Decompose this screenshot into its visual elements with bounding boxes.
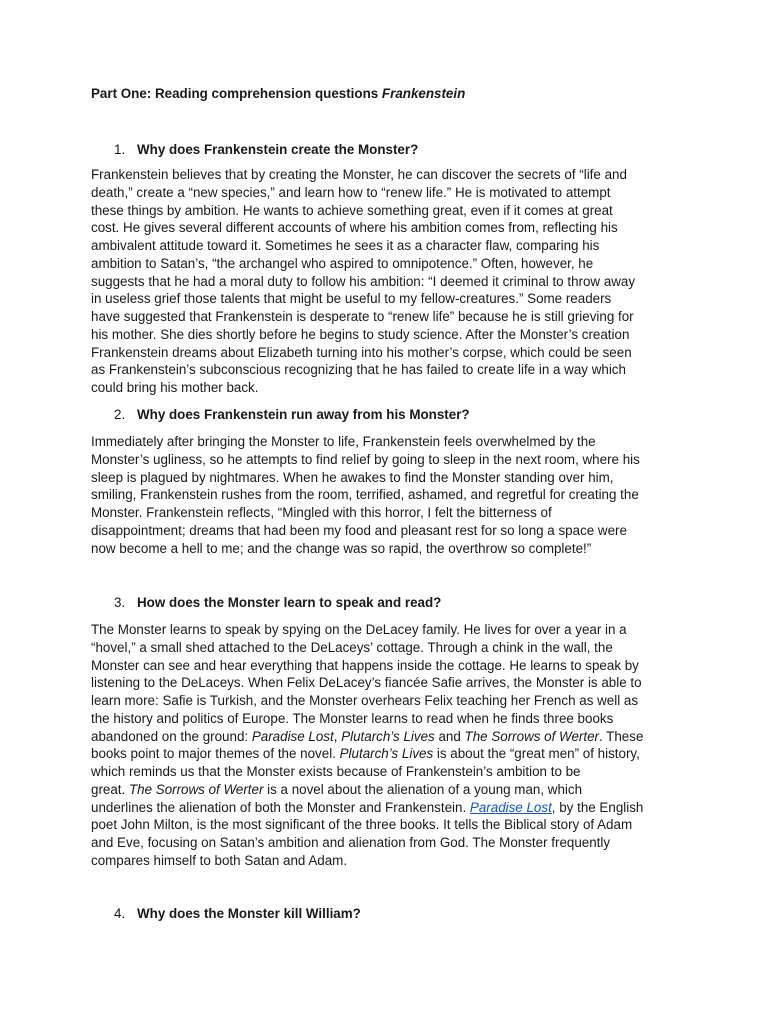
answer-1 xyxy=(91,166,681,397)
answer-line: now become a hell to me; and the change was so rapid, the overthrow so complete!” xyxy=(91,540,592,556)
question-3 xyxy=(114,594,441,611)
answer-line-link: underlines the alienation of both the Monster and Frankenstein. Paradise Lost, by the English xyxy=(91,799,644,815)
book-title: The Sorrows of Werter xyxy=(128,781,264,797)
question-number: 4. xyxy=(114,906,126,921)
answer-line: and Eve, focusing on Satan’s ambition and alienation from God. The Monster frequently xyxy=(91,835,611,850)
answer-line: poet John Milton, is the most significant of the three books. It tells the Biblical story of Adam xyxy=(91,817,633,833)
answer-line-themes: books point to major themes of the novel. Plutarch’s Lives is about the “great men” of history, xyxy=(91,746,640,762)
answer-line: as Frankenstein’s subconscious recognizing that he has failed to create life in a way which xyxy=(91,362,626,378)
answer-line: Immediately after bringing the Monster to life, Frankenstein feels overwhelmed by the xyxy=(91,434,596,449)
question-4 xyxy=(114,905,361,922)
question-number: 2. xyxy=(114,407,126,422)
answer-line: “hovel,” a small shed attached to the DeLaceys’ cottage. Through a chink in the wall, the xyxy=(91,639,613,655)
answer-line: Monster. Frankenstein reflects, “Mingled with this horror, I felt the bitterness of xyxy=(91,505,552,520)
answer-3 xyxy=(91,621,681,870)
answer-line: suggests that he had a moral duty to follow his ambition: “I deemed it criminal to throw away xyxy=(91,273,636,289)
answer-line: death,” create a “new species,” and learn how to “renew life.” He is motivated to attempt xyxy=(91,184,611,200)
answer-line: in useless grief those talents that might be useful to my fellow-creatures.” Some readers xyxy=(91,291,612,307)
answer-line: ambivalent attitude toward it. Sometimes he sees it as a character flaw, comparing his xyxy=(91,238,600,253)
book-title: The Sorrows of Werter xyxy=(464,728,599,744)
answer-line: cost. He gives several different accounts of where his ambition comes from, reflecting his xyxy=(91,220,618,236)
question-1 xyxy=(114,141,418,158)
page-title xyxy=(91,85,465,102)
answer-line: sleep is plagued by nightmares. When he awakes to find the Monster standing over him, xyxy=(91,469,614,485)
answer-2 xyxy=(91,433,681,557)
answer-line: have suggested that Frankenstein is desperate to “renew life” because he is still grieving for xyxy=(91,309,634,324)
answer-line: Monster’s ugliness, so he attempts to find relief by going to sleep in the next room, where his xyxy=(91,451,640,467)
question-text: Why does the Monster kill William? xyxy=(137,906,361,921)
answer-line: compares himself to both Satan and Adam. xyxy=(91,852,348,868)
question-number: 1. xyxy=(114,142,126,157)
question-2 xyxy=(114,406,470,423)
answer-line: The Monster learns to speak by spying on the DeLacey family. He lives for over a year in a xyxy=(91,622,627,637)
title-book: Frankenstein xyxy=(381,86,466,101)
answer-line: ambition to Satan’s, “the archangel who aspired to omnipotence.” Often, however, he xyxy=(91,255,594,271)
answer-line: disappointment; dreams that had been my food and pleasant rest for so long a space were xyxy=(91,522,627,538)
answer-line: Frankenstein believes that by creating the Monster, he can discover the secrets of “life and xyxy=(91,167,627,182)
book-title: Plutarch’s Lives xyxy=(341,728,435,744)
question-text: Why does Frankenstein run away from his Monster? xyxy=(137,407,470,422)
answer-line: listening to the DeLaceys. When Felix DeLacey’s fiancée Safie arrives, the Monster is able to xyxy=(91,675,642,691)
answer-line: the history and politics of Europe. The Monster learns to read when he finds three books xyxy=(91,710,614,726)
question-text: How does the Monster learn to speak and read? xyxy=(137,595,442,610)
answer-line: these things by ambition. He wants to achieve something great, even if it comes at great xyxy=(91,202,613,218)
answer-line-werter: great. The Sorrows of Werter is a novel about the alienation of a young man, which xyxy=(91,781,583,797)
answer-line: could bring his mother back. xyxy=(91,380,259,395)
title-prefix: Part One: Reading comprehension questions xyxy=(91,86,382,101)
answer-line: Monster can see and hear everything that happens inside the cottage. He learns to speak by xyxy=(91,657,639,673)
answer-line: which reminds us that the Monster exists because of Frankenstein’s ambition to be xyxy=(91,764,581,779)
answer-line-books: abandoned on the ground: Paradise Lost, Plutarch’s Lives and The Sorrows of Werter. These xyxy=(91,728,644,744)
answer-line: smiling, Frankenstein rushes from the room, terrified, ashamed, and regretful for creating the xyxy=(91,487,639,503)
answer-line: learn more: Safie is Turkish, and the Monster overhears Felix teaching her French as well as xyxy=(91,693,639,708)
book-title: Paradise Lost xyxy=(251,728,334,744)
answer-line: his mother. She dies shortly before he begins to study science. After the Monster’s creation xyxy=(91,326,630,342)
book-title: Plutarch’s Lives xyxy=(339,746,434,762)
question-number: 3. xyxy=(114,595,126,610)
answer-line: Frankenstein dreams about Elizabeth turning into his mother’s corpse, which could be seen xyxy=(91,344,632,360)
question-text: Why does Frankenstein create the Monster? xyxy=(137,142,419,157)
paradise-lost-link[interactable]: Paradise Lost xyxy=(469,799,552,815)
